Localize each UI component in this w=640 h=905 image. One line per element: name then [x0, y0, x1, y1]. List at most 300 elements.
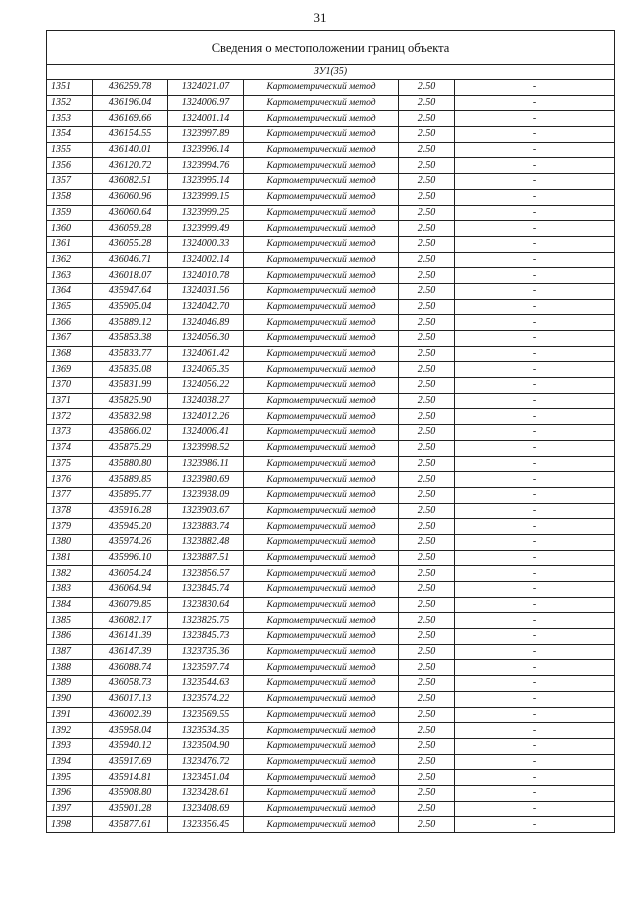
table-row: [47, 174, 615, 190]
method-cell: Картометрический метод: [244, 487, 399, 503]
method-cell: Картометрический метод: [244, 205, 399, 221]
method-cell: Картометрический метод: [244, 221, 399, 237]
note-cell: -: [455, 283, 615, 299]
y-coordinate-cell: 1323597.74: [168, 660, 244, 676]
y-coordinate-cell: 1323938.09: [168, 487, 244, 503]
y-coordinate-cell: 1324021.07: [168, 80, 244, 96]
y-coordinate-cell: 1323476.72: [168, 754, 244, 770]
note-cell: -: [455, 487, 615, 503]
y-coordinate-cell: 1323356.45: [168, 817, 244, 833]
note-cell: -: [455, 644, 615, 660]
y-coordinate-cell: 1324061.42: [168, 346, 244, 362]
point-number-cell: 1375: [47, 456, 93, 472]
accuracy-cell: 2.50: [399, 425, 455, 441]
method-cell: Картометрический метод: [244, 723, 399, 739]
note-cell: -: [455, 393, 615, 409]
x-coordinate-cell: 436259.78: [93, 80, 168, 96]
note-cell: -: [455, 409, 615, 425]
accuracy-cell: 2.50: [399, 346, 455, 362]
accuracy-cell: 2.50: [399, 613, 455, 629]
x-coordinate-cell: 435833.77: [93, 346, 168, 362]
y-coordinate-cell: 1323903.67: [168, 503, 244, 519]
table-title-row: [47, 31, 615, 65]
x-coordinate-cell: 436060.64: [93, 205, 168, 221]
accuracy-cell: 2.50: [399, 660, 455, 676]
y-coordinate-cell: 1323504.90: [168, 738, 244, 754]
y-coordinate-cell: 1324006.41: [168, 425, 244, 441]
method-cell: Картометрический метод: [244, 770, 399, 786]
point-number-cell: 1395: [47, 770, 93, 786]
accuracy-cell: 2.50: [399, 299, 455, 315]
y-coordinate-cell: 1324056.30: [168, 331, 244, 347]
x-coordinate-cell: 435875.29: [93, 440, 168, 456]
x-coordinate-cell: 436196.04: [93, 95, 168, 111]
y-coordinate-cell: 1323856.57: [168, 566, 244, 582]
point-number-cell: 1390: [47, 691, 93, 707]
note-cell: -: [455, 299, 615, 315]
table-row: [47, 629, 615, 645]
accuracy-cell: 2.50: [399, 142, 455, 158]
point-number-cell: 1368: [47, 346, 93, 362]
accuracy-cell: 2.50: [399, 440, 455, 456]
point-number-cell: 1379: [47, 519, 93, 535]
point-number-cell: 1370: [47, 378, 93, 394]
point-number-cell: 1393: [47, 738, 93, 754]
accuracy-cell: 2.50: [399, 770, 455, 786]
table-title: Сведения о местоположении границ объекта: [47, 31, 615, 65]
note-cell: -: [455, 268, 615, 284]
y-coordinate-cell: 1323534.35: [168, 723, 244, 739]
table-row: [47, 582, 615, 598]
method-cell: Картометрический метод: [244, 331, 399, 347]
table-row: [47, 331, 615, 347]
method-cell: Картометрический метод: [244, 597, 399, 613]
method-cell: Картометрический метод: [244, 236, 399, 252]
note-cell: -: [455, 111, 615, 127]
table-row: [47, 142, 615, 158]
x-coordinate-cell: 435905.04: [93, 299, 168, 315]
point-number-cell: 1359: [47, 205, 93, 221]
point-number-cell: 1376: [47, 472, 93, 488]
x-coordinate-cell: 436017.13: [93, 691, 168, 707]
note-cell: -: [455, 142, 615, 158]
note-cell: -: [455, 80, 615, 96]
point-number-cell: 1382: [47, 566, 93, 582]
method-cell: Картометрический метод: [244, 676, 399, 692]
method-cell: Картометрический метод: [244, 582, 399, 598]
y-coordinate-cell: 1324006.97: [168, 95, 244, 111]
table-row: [47, 754, 615, 770]
table-row: [47, 362, 615, 378]
x-coordinate-cell: 435917.69: [93, 754, 168, 770]
x-coordinate-cell: 436082.17: [93, 613, 168, 629]
table-row: [47, 487, 615, 503]
y-coordinate-cell: 1323999.25: [168, 205, 244, 221]
note-cell: -: [455, 158, 615, 174]
y-coordinate-cell: 1323999.49: [168, 221, 244, 237]
table-row: [47, 409, 615, 425]
accuracy-cell: 2.50: [399, 629, 455, 645]
table-row: [47, 315, 615, 331]
x-coordinate-cell: 436055.28: [93, 236, 168, 252]
method-cell: Картометрический метод: [244, 95, 399, 111]
table-row: [47, 707, 615, 723]
accuracy-cell: 2.50: [399, 393, 455, 409]
point-number-cell: 1367: [47, 331, 93, 347]
accuracy-cell: 2.50: [399, 550, 455, 566]
point-number-cell: 1364: [47, 283, 93, 299]
boundary-coordinates-table: [46, 30, 615, 833]
method-cell: Картометрический метод: [244, 142, 399, 158]
y-coordinate-cell: 1323451.04: [168, 770, 244, 786]
method-cell: Картометрический метод: [244, 738, 399, 754]
note-cell: -: [455, 754, 615, 770]
method-cell: Картометрический метод: [244, 629, 399, 645]
point-number-cell: 1369: [47, 362, 93, 378]
method-cell: Картометрический метод: [244, 409, 399, 425]
y-coordinate-cell: 1323996.14: [168, 142, 244, 158]
accuracy-cell: 2.50: [399, 268, 455, 284]
point-number-cell: 1365: [47, 299, 93, 315]
y-coordinate-cell: 1323994.76: [168, 158, 244, 174]
accuracy-cell: 2.50: [399, 95, 455, 111]
point-number-cell: 1352: [47, 95, 93, 111]
x-coordinate-cell: 436058.73: [93, 676, 168, 692]
point-number-cell: 1355: [47, 142, 93, 158]
accuracy-cell: 2.50: [399, 127, 455, 143]
y-coordinate-cell: 1323735.36: [168, 644, 244, 660]
method-cell: Картометрический метод: [244, 817, 399, 833]
accuracy-cell: 2.50: [399, 315, 455, 331]
point-number-cell: 1380: [47, 534, 93, 550]
accuracy-cell: 2.50: [399, 691, 455, 707]
table-row: [47, 127, 615, 143]
point-number-cell: 1389: [47, 676, 93, 692]
table-row: [47, 597, 615, 613]
method-cell: Картометрический метод: [244, 158, 399, 174]
accuracy-cell: 2.50: [399, 456, 455, 472]
table-row: [47, 111, 615, 127]
y-coordinate-cell: 1323998.52: [168, 440, 244, 456]
table-row: [47, 534, 615, 550]
table-row: [47, 691, 615, 707]
point-number-cell: 1358: [47, 189, 93, 205]
x-coordinate-cell: 436169.66: [93, 111, 168, 127]
accuracy-cell: 2.50: [399, 283, 455, 299]
point-number-cell: 1385: [47, 613, 93, 629]
table-row: [47, 785, 615, 801]
table-row: [47, 676, 615, 692]
x-coordinate-cell: 435940.12: [93, 738, 168, 754]
table-subtitle-row: [47, 65, 615, 80]
table-row: [47, 425, 615, 441]
x-coordinate-cell: 435889.12: [93, 315, 168, 331]
accuracy-cell: 2.50: [399, 707, 455, 723]
x-coordinate-cell: 435880.80: [93, 456, 168, 472]
table-row: [47, 299, 615, 315]
accuracy-cell: 2.50: [399, 801, 455, 817]
accuracy-cell: 2.50: [399, 817, 455, 833]
x-coordinate-cell: 436060.96: [93, 189, 168, 205]
accuracy-cell: 2.50: [399, 723, 455, 739]
note-cell: -: [455, 205, 615, 221]
point-number-cell: 1357: [47, 174, 93, 190]
table-row: [47, 221, 615, 237]
x-coordinate-cell: 435853.38: [93, 331, 168, 347]
table-row: [47, 236, 615, 252]
method-cell: Картометрический метод: [244, 189, 399, 205]
note-cell: -: [455, 550, 615, 566]
accuracy-cell: 2.50: [399, 158, 455, 174]
note-cell: -: [455, 582, 615, 598]
note-cell: -: [455, 723, 615, 739]
y-coordinate-cell: 1324002.14: [168, 252, 244, 268]
table-row: [47, 158, 615, 174]
y-coordinate-cell: 1324056.22: [168, 378, 244, 394]
x-coordinate-cell: 435908.80: [93, 785, 168, 801]
method-cell: Картометрический метод: [244, 440, 399, 456]
table-row: [47, 723, 615, 739]
accuracy-cell: 2.50: [399, 80, 455, 96]
method-cell: Картометрический метод: [244, 127, 399, 143]
table-subtitle: ЗУ1(35): [47, 65, 615, 80]
note-cell: -: [455, 425, 615, 441]
note-cell: -: [455, 315, 615, 331]
note-cell: -: [455, 519, 615, 535]
point-number-cell: 1366: [47, 315, 93, 331]
method-cell: Картометрический метод: [244, 613, 399, 629]
method-cell: Картометрический метод: [244, 299, 399, 315]
x-coordinate-cell: 436054.24: [93, 566, 168, 582]
point-number-cell: 1374: [47, 440, 93, 456]
point-number-cell: 1378: [47, 503, 93, 519]
point-number-cell: 1391: [47, 707, 93, 723]
point-number-cell: 1362: [47, 252, 93, 268]
table-row: [47, 738, 615, 754]
point-number-cell: 1360: [47, 221, 93, 237]
note-cell: -: [455, 221, 615, 237]
table-row: [47, 80, 615, 96]
table-row: [47, 503, 615, 519]
table-row: [47, 95, 615, 111]
accuracy-cell: 2.50: [399, 472, 455, 488]
point-number-cell: 1384: [47, 597, 93, 613]
y-coordinate-cell: 1324001.14: [168, 111, 244, 127]
note-cell: -: [455, 503, 615, 519]
method-cell: Картометрический метод: [244, 707, 399, 723]
x-coordinate-cell: 435947.64: [93, 283, 168, 299]
table-row: [47, 550, 615, 566]
accuracy-cell: 2.50: [399, 644, 455, 660]
table-row: [47, 566, 615, 582]
table-row: [47, 613, 615, 629]
note-cell: -: [455, 456, 615, 472]
table-row: [47, 456, 615, 472]
x-coordinate-cell: 436082.51: [93, 174, 168, 190]
note-cell: -: [455, 189, 615, 205]
accuracy-cell: 2.50: [399, 785, 455, 801]
note-cell: -: [455, 534, 615, 550]
x-coordinate-cell: 436064.94: [93, 582, 168, 598]
y-coordinate-cell: 1323997.89: [168, 127, 244, 143]
method-cell: Картометрический метод: [244, 550, 399, 566]
point-number-cell: 1381: [47, 550, 93, 566]
x-coordinate-cell: 436147.39: [93, 644, 168, 660]
note-cell: -: [455, 378, 615, 394]
y-coordinate-cell: 1323883.74: [168, 519, 244, 535]
accuracy-cell: 2.50: [399, 331, 455, 347]
y-coordinate-cell: 1323825.75: [168, 613, 244, 629]
point-number-cell: 1372: [47, 409, 93, 425]
note-cell: -: [455, 331, 615, 347]
method-cell: Картометрический метод: [244, 456, 399, 472]
method-cell: Картометрический метод: [244, 346, 399, 362]
note-cell: -: [455, 252, 615, 268]
x-coordinate-cell: 435945.20: [93, 519, 168, 535]
table-row: [47, 644, 615, 660]
table-row: [47, 472, 615, 488]
x-coordinate-cell: 435996.10: [93, 550, 168, 566]
x-coordinate-cell: 436046.71: [93, 252, 168, 268]
accuracy-cell: 2.50: [399, 252, 455, 268]
point-number-cell: 1394: [47, 754, 93, 770]
note-cell: -: [455, 597, 615, 613]
y-coordinate-cell: 1324042.70: [168, 299, 244, 315]
note-cell: -: [455, 440, 615, 456]
y-coordinate-cell: 1323980.69: [168, 472, 244, 488]
note-cell: -: [455, 613, 615, 629]
note-cell: -: [455, 801, 615, 817]
method-cell: Картометрический метод: [244, 801, 399, 817]
y-coordinate-cell: 1323986.11: [168, 456, 244, 472]
method-cell: Картометрический метод: [244, 174, 399, 190]
x-coordinate-cell: 435831.99: [93, 378, 168, 394]
table-row: [47, 283, 615, 299]
point-number-cell: 1386: [47, 629, 93, 645]
page-number: 31: [313, 10, 327, 25]
y-coordinate-cell: 1324046.89: [168, 315, 244, 331]
y-coordinate-cell: 1323569.55: [168, 707, 244, 723]
table-row: [47, 252, 615, 268]
method-cell: Картометрический метод: [244, 80, 399, 96]
method-cell: Картометрический метод: [244, 268, 399, 284]
point-number-cell: 1387: [47, 644, 93, 660]
note-cell: -: [455, 236, 615, 252]
y-coordinate-cell: 1323882.48: [168, 534, 244, 550]
table-row: [47, 817, 615, 833]
x-coordinate-cell: 435889.85: [93, 472, 168, 488]
y-coordinate-cell: 1323995.14: [168, 174, 244, 190]
table-row: [47, 378, 615, 394]
table-row: [47, 205, 615, 221]
method-cell: Картометрический метод: [244, 283, 399, 299]
y-coordinate-cell: 1324000.33: [168, 236, 244, 252]
table-row: [47, 268, 615, 284]
table-row: [47, 770, 615, 786]
accuracy-cell: 2.50: [399, 189, 455, 205]
accuracy-cell: 2.50: [399, 503, 455, 519]
method-cell: Картометрический метод: [244, 315, 399, 331]
method-cell: Картометрический метод: [244, 566, 399, 582]
accuracy-cell: 2.50: [399, 534, 455, 550]
y-coordinate-cell: 1323428.61: [168, 785, 244, 801]
note-cell: -: [455, 770, 615, 786]
method-cell: Картометрический метод: [244, 378, 399, 394]
table-body: [47, 31, 615, 833]
y-coordinate-cell: 1324065.35: [168, 362, 244, 378]
point-number-cell: 1356: [47, 158, 93, 174]
point-number-cell: 1371: [47, 393, 93, 409]
table-row: [47, 660, 615, 676]
note-cell: -: [455, 174, 615, 190]
x-coordinate-cell: 435914.81: [93, 770, 168, 786]
note-cell: -: [455, 346, 615, 362]
y-coordinate-cell: 1323830.64: [168, 597, 244, 613]
table-row: [47, 519, 615, 535]
method-cell: Картометрический метод: [244, 785, 399, 801]
accuracy-cell: 2.50: [399, 236, 455, 252]
note-cell: -: [455, 95, 615, 111]
table-row: [47, 801, 615, 817]
method-cell: Картометрический метод: [244, 111, 399, 127]
point-number-cell: 1392: [47, 723, 93, 739]
x-coordinate-cell: 435825.90: [93, 393, 168, 409]
note-cell: -: [455, 707, 615, 723]
point-number-cell: 1383: [47, 582, 93, 598]
x-coordinate-cell: 436088.74: [93, 660, 168, 676]
accuracy-cell: 2.50: [399, 566, 455, 582]
accuracy-cell: 2.50: [399, 582, 455, 598]
x-coordinate-cell: 435958.04: [93, 723, 168, 739]
note-cell: -: [455, 785, 615, 801]
accuracy-cell: 2.50: [399, 754, 455, 770]
note-cell: -: [455, 817, 615, 833]
accuracy-cell: 2.50: [399, 111, 455, 127]
point-number-cell: 1363: [47, 268, 93, 284]
x-coordinate-cell: 435832.98: [93, 409, 168, 425]
note-cell: -: [455, 691, 615, 707]
note-cell: -: [455, 472, 615, 488]
x-coordinate-cell: 435916.28: [93, 503, 168, 519]
x-coordinate-cell: 436079.85: [93, 597, 168, 613]
y-coordinate-cell: 1324010.78: [168, 268, 244, 284]
y-coordinate-cell: 1323544.63: [168, 676, 244, 692]
y-coordinate-cell: 1323999.15: [168, 189, 244, 205]
x-coordinate-cell: 436154.55: [93, 127, 168, 143]
point-number-cell: 1396: [47, 785, 93, 801]
y-coordinate-cell: 1323845.74: [168, 582, 244, 598]
x-coordinate-cell: 435866.02: [93, 425, 168, 441]
method-cell: Картометрический метод: [244, 691, 399, 707]
method-cell: Картометрический метод: [244, 534, 399, 550]
x-coordinate-cell: 435895.77: [93, 487, 168, 503]
note-cell: -: [455, 629, 615, 645]
accuracy-cell: 2.50: [399, 174, 455, 190]
accuracy-cell: 2.50: [399, 519, 455, 535]
point-number-cell: 1377: [47, 487, 93, 503]
point-number-cell: 1388: [47, 660, 93, 676]
x-coordinate-cell: 436059.28: [93, 221, 168, 237]
method-cell: Картометрический метод: [244, 393, 399, 409]
y-coordinate-cell: 1323887.51: [168, 550, 244, 566]
note-cell: -: [455, 738, 615, 754]
table-row: [47, 440, 615, 456]
method-cell: Картометрический метод: [244, 472, 399, 488]
note-cell: -: [455, 362, 615, 378]
y-coordinate-cell: 1323845.73: [168, 629, 244, 645]
accuracy-cell: 2.50: [399, 597, 455, 613]
y-coordinate-cell: 1324012.26: [168, 409, 244, 425]
